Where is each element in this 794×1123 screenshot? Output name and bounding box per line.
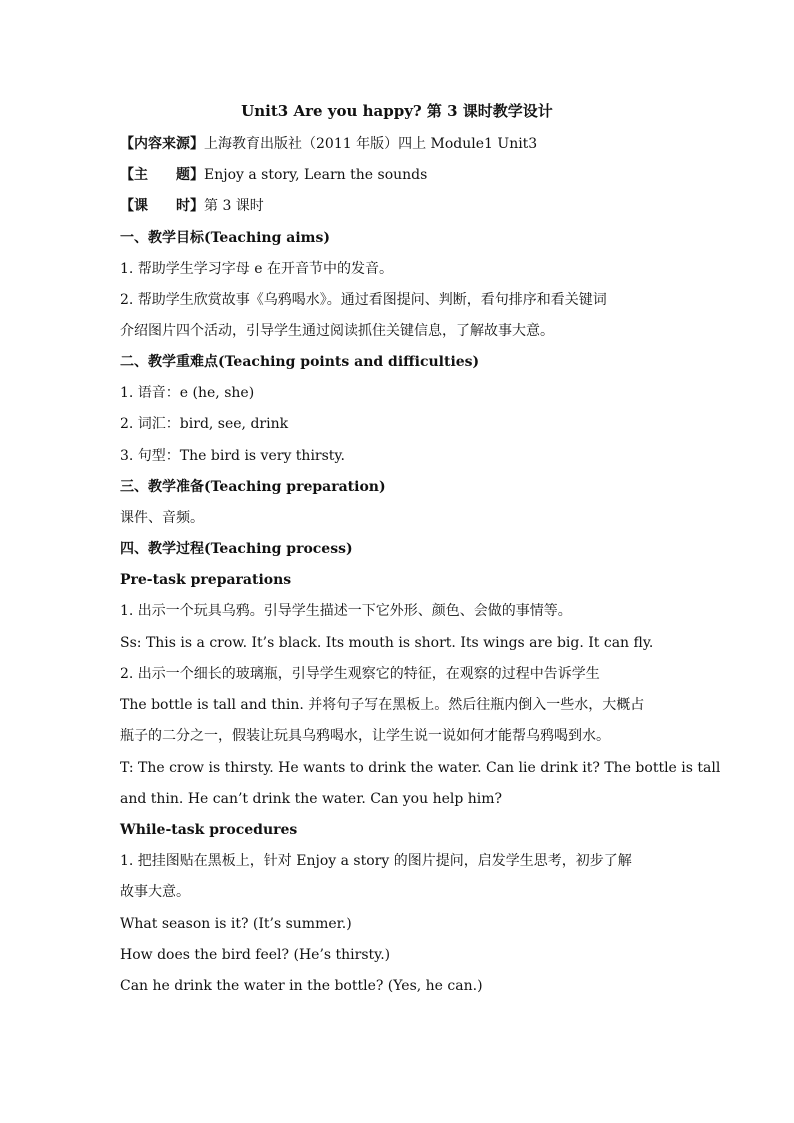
- points-item: 2. 词汇：bird, see, drink: [120, 416, 289, 432]
- pre-task-item: Ss: This is a crow. It’s black. Its mouth is short. Its wings are big. It can fly.: [120, 635, 654, 651]
- section-heading-preparation: 三、教学准备(Teaching preparation): [120, 479, 386, 495]
- aims-item: 1. 帮助学生学习字母 e 在开音节中的发音。: [120, 261, 393, 277]
- meta-period: [120, 196, 680, 216]
- topic-label-start: 【主: [120, 167, 148, 183]
- preparation-item: 课件、音频。: [120, 510, 204, 526]
- section-heading-aims: 一、教学目标(Teaching aims): [120, 230, 330, 246]
- aims-item: 2. 帮助学生欣赏故事《乌鸦喝水》。通过看图提问、判断，看句排序和看关键词: [120, 292, 607, 308]
- pre-task-item: 2. 出示一个细长的玻璃瓶，引导学生观察它的特征，在观察的过程中告诉学生: [120, 666, 600, 682]
- pre-task-item: The bottle is tall and thin. 并将句子写在黑板上。然后往瓶内倒入一些水，大概占: [120, 697, 645, 713]
- while-task-item: How does the bird feel? (He’s thirsty.): [120, 947, 391, 963]
- source-value: 上海教育出版社（2011 年版）四上 Module1 Unit3: [204, 136, 538, 152]
- period-label-start: 【课: [120, 198, 148, 214]
- aims-item: 介绍图片四个活动，引导学生通过阅读抓住关键信息，了解故事大意。: [120, 323, 554, 339]
- pre-task-item: and thin. He can’t drink the water. Can you help him?: [120, 791, 503, 807]
- period-value: 第 3 课时: [204, 198, 264, 214]
- points-item: 3. 句型：The bird is very thirsty.: [120, 448, 345, 464]
- pre-task-item: 瓶子的二分之一，假装让玩具乌鸦喝水，让学生说一说如何才能帮乌鸦喝到水。: [120, 728, 610, 744]
- while-task-item: 1. 把挂图贴在黑板上，针对 Enjoy a story 的图片提问，启发学生思考，初步了解: [120, 853, 632, 869]
- period-label-end: 时】: [176, 198, 204, 214]
- source-label: 【内容来源】: [120, 136, 204, 152]
- while-task-heading: While-task procedures: [120, 822, 298, 838]
- pre-task-item: 1. 出示一个玩具乌鸦。引导学生描述一下它外形、颜色、会做的事情等。: [120, 603, 572, 619]
- topic-value: Enjoy a story, Learn the sounds: [204, 167, 428, 183]
- pre-task-item: T: The crow is thirsty. He wants to drink the water. Can lie drink it? The bottle is tall: [120, 760, 721, 776]
- meta-topic: [120, 165, 680, 185]
- meta-source: [120, 134, 680, 154]
- points-item: 1. 语音：e (he, she): [120, 385, 255, 401]
- pre-task-heading: Pre-task preparations: [120, 572, 292, 588]
- topic-label-end: 题】: [176, 167, 204, 183]
- document-title: Unit3 Are you happy? 第 3 课时教学设计: [241, 102, 553, 120]
- while-task-item: 故事大意。: [120, 884, 190, 900]
- while-task-item: What season is it? (It’s summer.): [120, 916, 352, 932]
- section-heading-points: 二、教学重难点(Teaching points and difficulties): [120, 354, 480, 370]
- while-task-item: Can he drink the water in the bottle? (Yes, he can.): [120, 978, 483, 994]
- section-heading-process: 四、教学过程(Teaching process): [120, 541, 353, 557]
